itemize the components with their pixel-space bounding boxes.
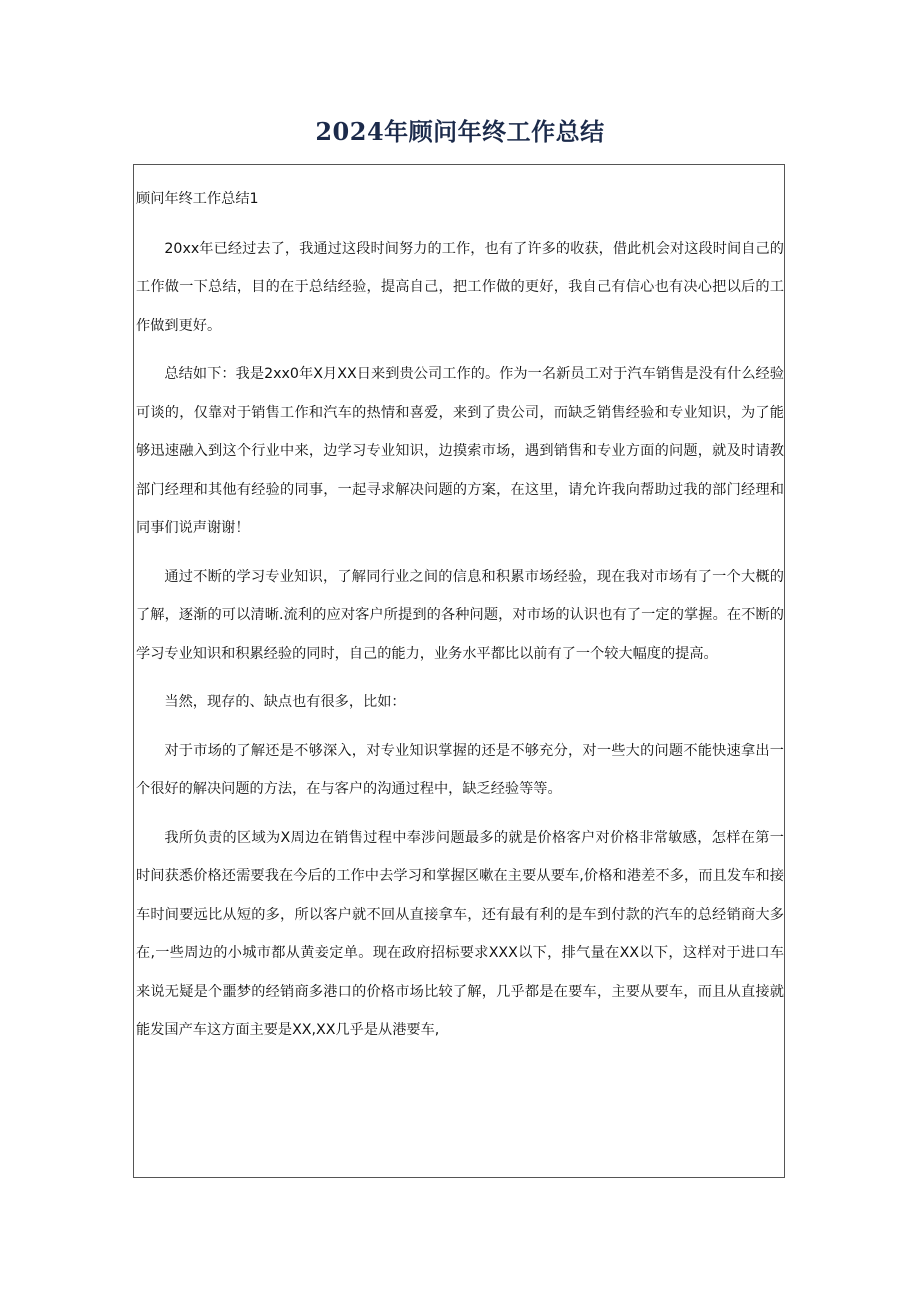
paragraph-intro: 20xx年已经过去了，我通过这段时间努力的工作，也有了许多的收获，借此机会对这段时间自己的工作做一下总结，目的在于总结经验，提高自己，把工作做的更好，我自己有信心也有决心把以后的工作做到更好。 xyxy=(136,240,784,334)
document-body xyxy=(136,180,784,1060)
paragraph-learning: 通过不断的学习专业知识，了解同行业之间的信息和积累市场经验，现在我对市场有了一个大概的了解，逐渐的可以清晰.流利的应对客户所提到的各种问题，对市场的认识也有了一定的掌握。在不断的学习专业知识和积累经验的同时，自己的能力，业务水平都比以前有了一个较大幅度的提高。 xyxy=(136,568,784,662)
document-title: 2024年顾问年终工作总结 xyxy=(315,117,605,146)
paragraph-shortcomings: 对于市场的了解还是不够深入，对专业知识掌握的还是不够充分，对一些大的问题不能快速拿出一个很好的解决问题的方法，在与客户的沟通过程中，缺乏经验等等。 xyxy=(136,742,784,797)
section-heading: 顾问年终工作总结1 xyxy=(136,191,259,207)
paragraph-shortcomings-intro: 当然，现存的、缺点也有很多，比如： xyxy=(164,694,406,710)
paragraph-summary: 总结如下：我是2xx0年X月XX日来到贵公司工作的。作为一名新员工对于汽车销售是没有什么经验可谈的，仅靠对于销售工作和汽车的热情和喜爱，来到了贵公司，而缺乏销售经验和专业知识，为了能够迅速融入到这个行业中来，边学习专业知识，边摸索市场，遇到销售和专业方面的问题，就及时请教部门经理和其他有经验的同事，一起寻求解决问题的方案，在这里，请允许我向帮助过我的部门经理和同事们说声谢谢！ xyxy=(136,366,784,536)
paragraph-region: 我所负责的区域为X周边在销售过程中奉涉问题最多的就是价格客户对价格非常敏感，怎样在第一时间获悉价格还需要我在今后的工作中去学习和掌握区嗽在主要从要车,价格和港差不多，而且发车和接车时间要远比从短的多，所以客户就不回从直接拿车，还有最有利的是车到付款的汽车的总经销商大多在,一些周边的小城市都从黄妾定单。现在政府招标要求XXX以下，排气量在XX以下，这样对于进口车来说无疑是个噩梦的经销商多港口的价格市场比较了解，几乎都是在要车，主要从要车，而且从直接就能发国产车这方面主要是XX,XX几乎是从港要车, xyxy=(136,829,784,1038)
